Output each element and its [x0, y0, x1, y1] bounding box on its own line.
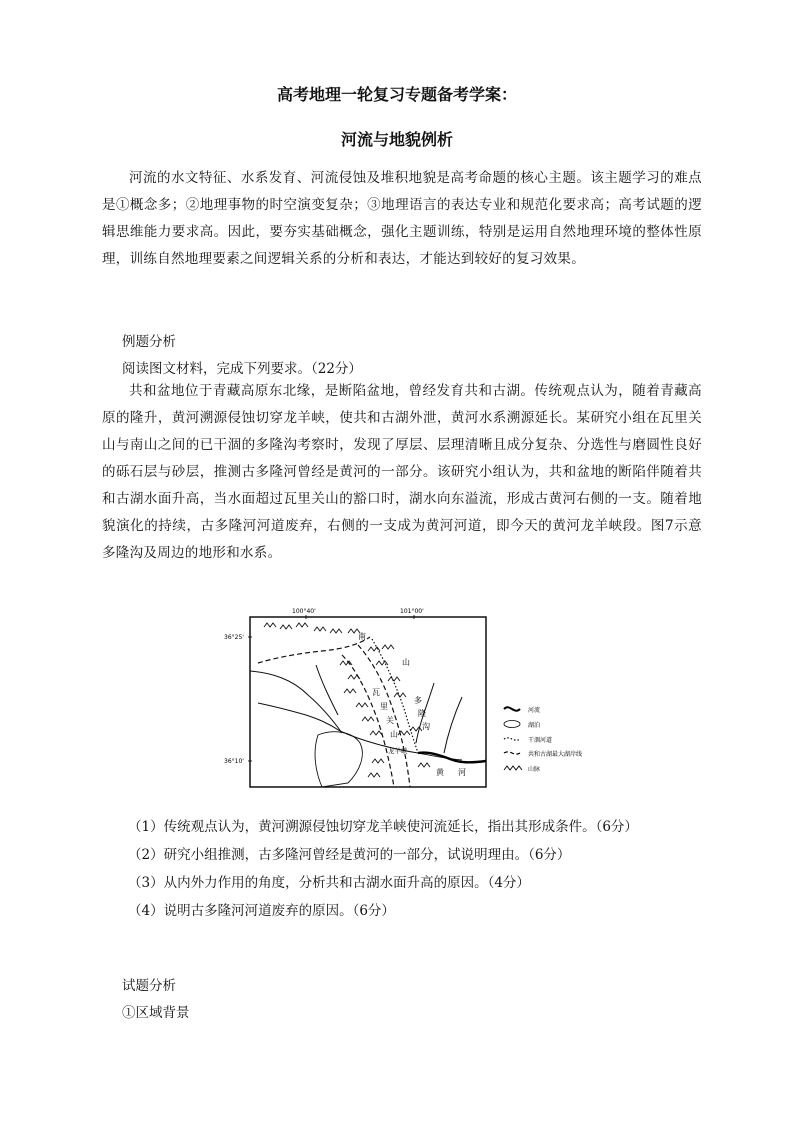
label-guan: 关 [386, 716, 394, 725]
legend-mountain-symbol [504, 766, 522, 770]
legend-mountain: 山脉 [528, 766, 541, 773]
river-network [250, 665, 462, 760]
label-wa: 瓦 [372, 688, 380, 697]
lat-label-1: 36°25' [224, 634, 244, 641]
question-4: （4）说明古多隆河河道废弃的原因。（6分） [128, 903, 395, 919]
legend-river-symbol [504, 707, 520, 710]
question-3: （3）从内外力作用的角度，分析共和古湖水面升高的原因。（4分） [128, 875, 530, 891]
intro-paragraph: 河流的水文特征、水系发育、河流侵蚀及堆积地貌是高考命题的核心主题。该主题学习的难点是①概念多；②地理事物的时空演变复杂；③地理语言的表达专业和规范化要求高；高考试题的逻辑思维能力要求高。因此，要夯实基础概念，强化主题训练，特别是运用自然地理环境的整体性原理，训练自然地理要素之间逻辑关系的分析和表达，才能达到较好的复习效果。 [102, 170, 702, 267]
question-2: （2）研究小组推测，古多隆河曾经是黄河的一部分，试说明理由。（6分） [128, 847, 571, 863]
label-li: 里 [380, 702, 388, 711]
section-example-heading: 例题分析 [122, 334, 176, 350]
material-paragraph: 共和盆地位于青藏高原东北缘，是断陷盆地，曾经发育共和古湖。传统观点认为，随着青藏高原的隆升，黄河溯源侵蚀切穿龙羊峡，使共和古湖外泄，黄河水系溯源延长。某研究小组在瓦里关山与南山之间的已干涸的多隆沟考察时，发现了厚层、层理清晰且成分复杂、分选性与磨圆性良好的砾石层与砂层，推测古多隆河曾经是黄河的一部分。该研究小组认为，共和盆地的断陷伴随着共和古湖水面升高，当水面超过瓦里关山的豁口时，湖水向东溢流，形成古黄河右侧的一支。随着地貌演化的持续，古多隆河河道废弃，右侧的一支成为黄河河道，即今天的黄河龙羊峡段。图7示意多隆沟及周边的地形和水系。 [102, 383, 702, 561]
legend-shore: 共和古湖最大湖岸线 [528, 751, 582, 758]
lon-label-1: 100°40' [292, 608, 316, 615]
label-gou: 沟 [422, 722, 430, 731]
shoreline-1 [258, 637, 370, 663]
map-frame [250, 617, 486, 787]
label-huang: 黄 [436, 768, 444, 777]
legend-shore-symbol [504, 752, 520, 754]
legend-dry-symbol [504, 738, 520, 740]
label-he: 河 [458, 768, 466, 777]
lon-label-2: 101°00' [400, 608, 424, 615]
label-longyangxia: 龙羊峡 [388, 747, 408, 755]
label-shan2: 山 [390, 730, 398, 739]
legend-lake: 湖泊 [528, 722, 541, 729]
label-duo: 多 [414, 696, 422, 705]
section-analysis-heading: 试题分析 [122, 978, 176, 994]
legend-dry: 干涸河道 [528, 737, 553, 744]
doc-title-line2: 河流与地貌例析 [340, 130, 453, 149]
label-shan: 山 [402, 658, 410, 667]
figure-7-map [222, 603, 582, 793]
question-1: （1）传统观点认为，黄河溯源侵蚀切穿龙羊峡使河流延长，指出其形成条件。（6分） [128, 819, 638, 835]
legend-river: 河流 [528, 707, 541, 714]
instruction-line: 阅读图文材料，完成下列要求。（22分） [122, 361, 362, 377]
doc-title-line1: 高考地理一轮复习专题备考学案： [276, 85, 517, 104]
lat-label-2: 36°10' [224, 758, 244, 765]
label-nan: 南 [358, 632, 366, 641]
map-legend [504, 706, 582, 773]
lake [315, 732, 362, 787]
legend-lake-symbol [504, 721, 520, 728]
label-long: 隆 [418, 709, 426, 718]
sub-heading-regional-background: ①区域背景 [122, 1005, 190, 1021]
yellow-river [418, 752, 486, 762]
